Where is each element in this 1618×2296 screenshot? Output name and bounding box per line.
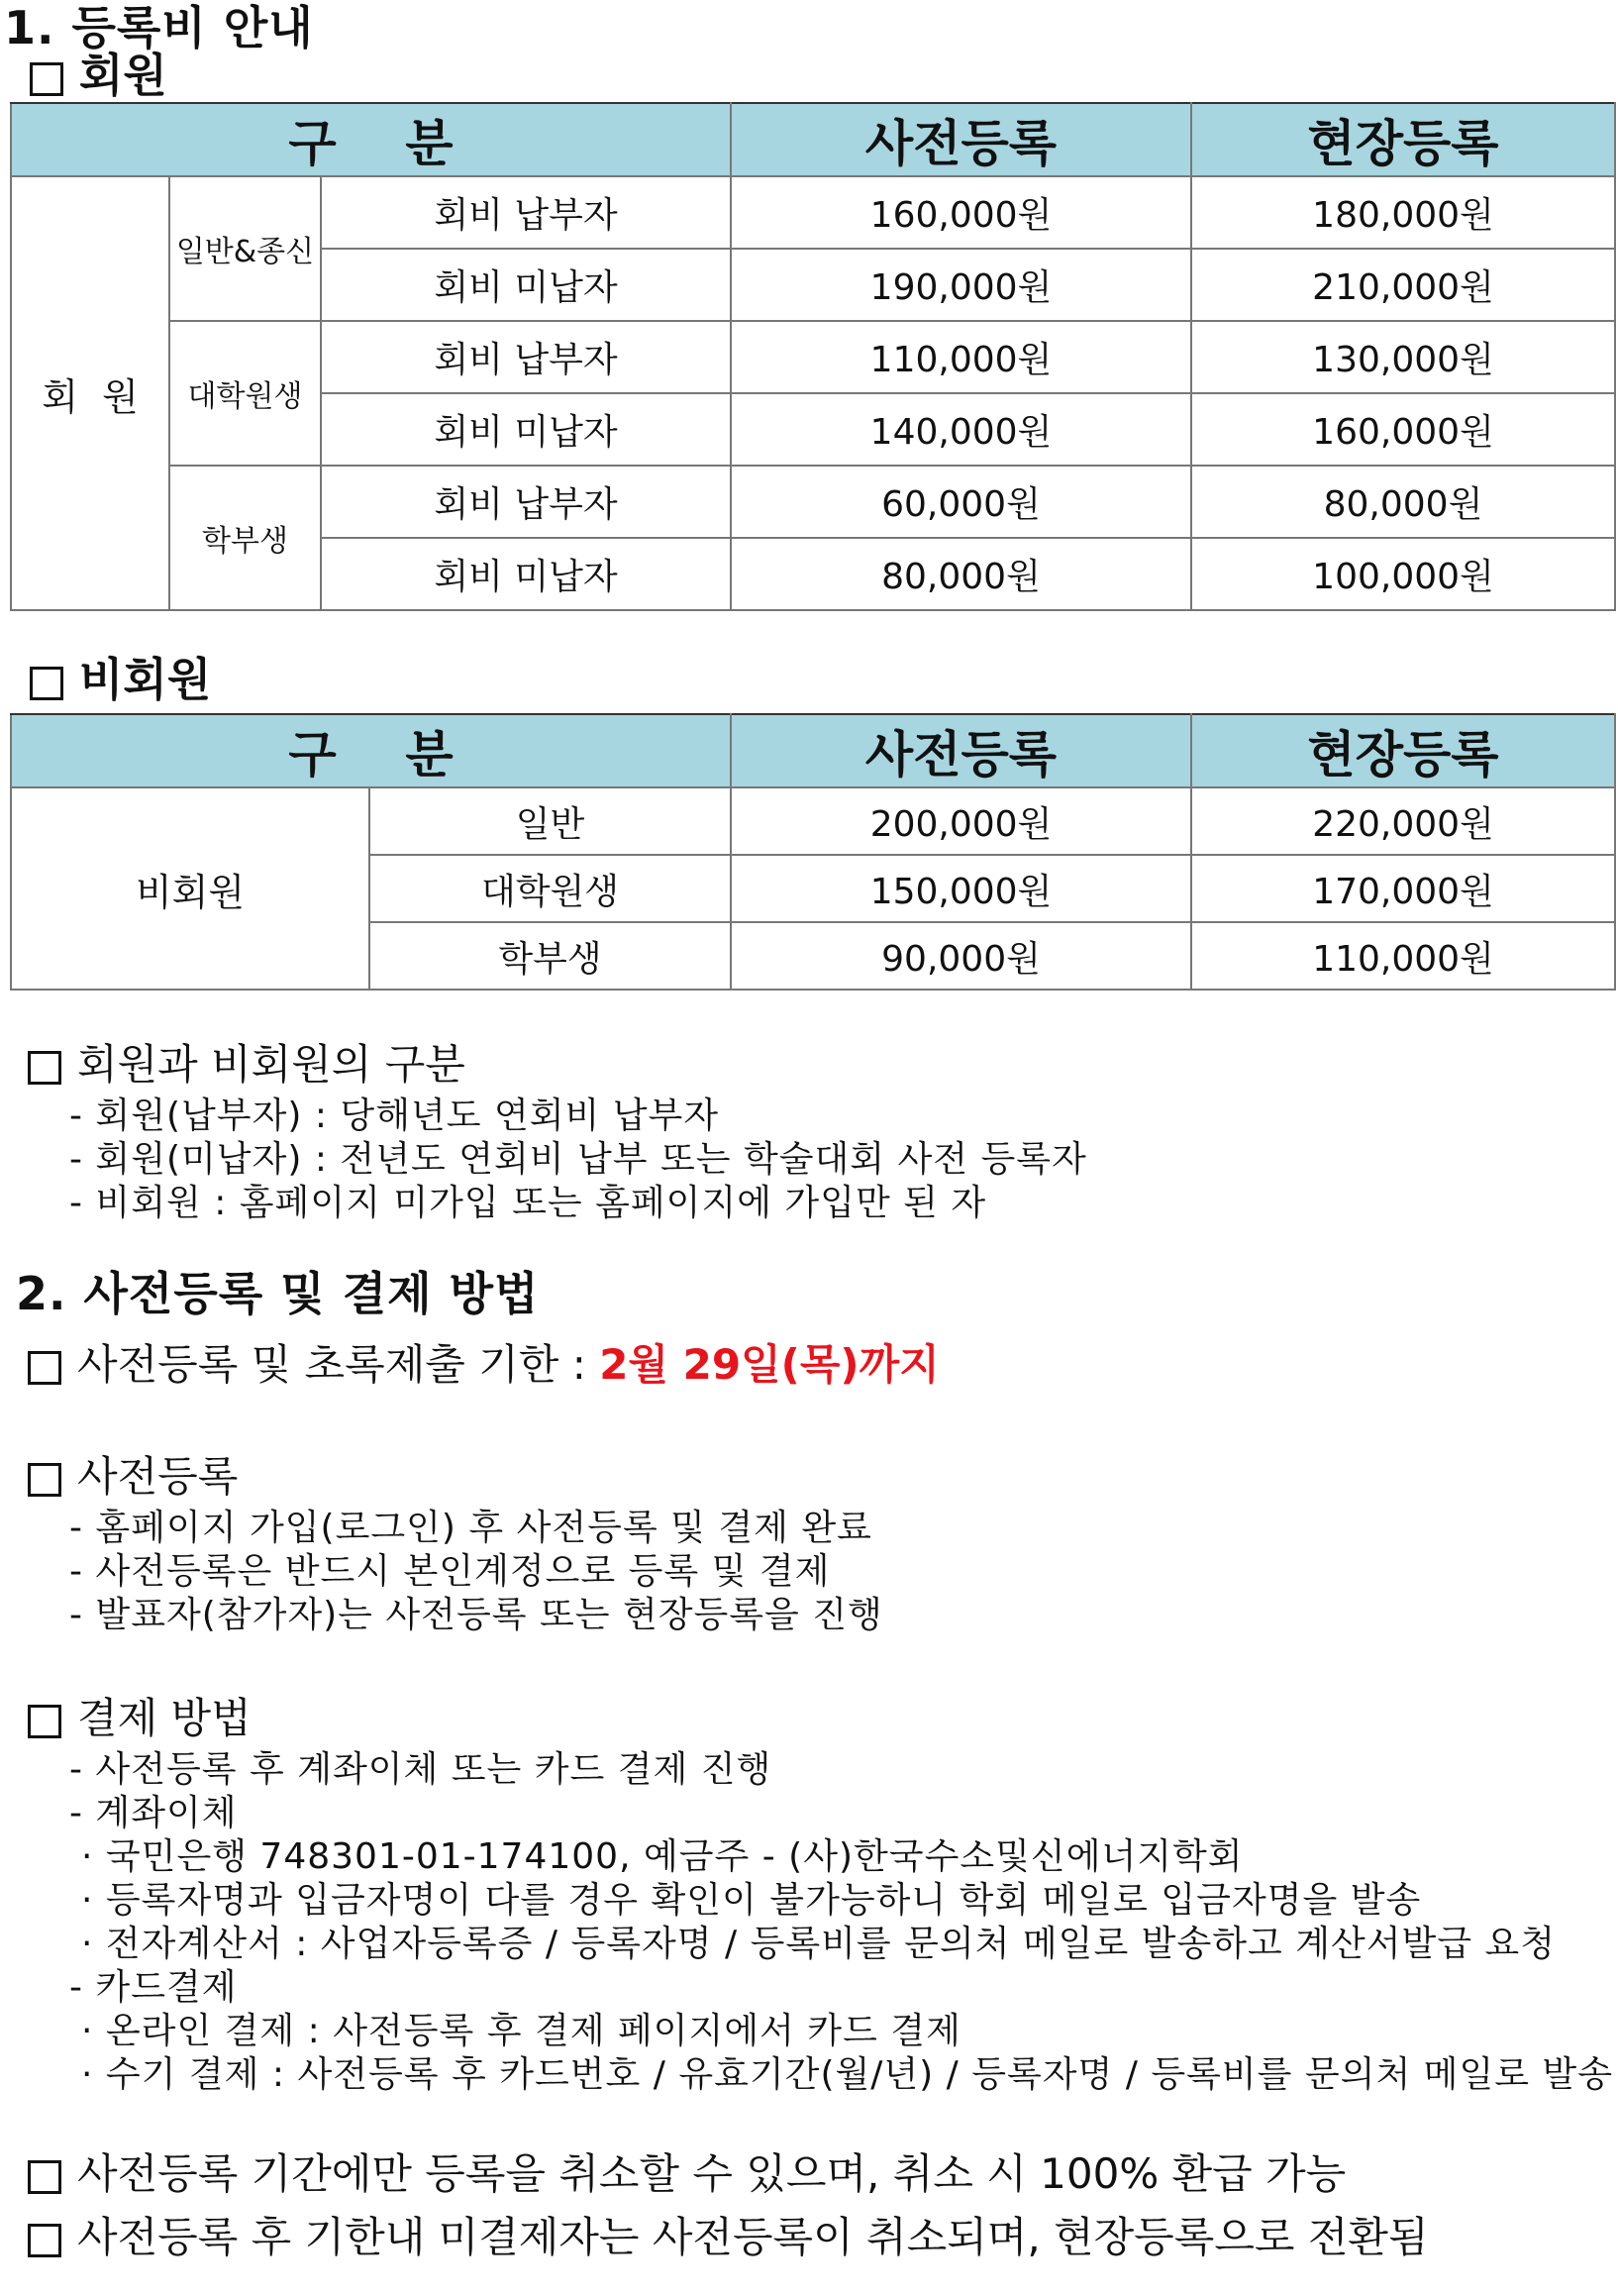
pre-fee-cell: 60,000원 [731, 466, 1191, 538]
list-item: · 국민은행 748301-01-174100, 예금주 - (사)한국수소및신에너지학회 [81, 1836, 1244, 1877]
list-item: - 홈페이지 가입(로그인) 후 사전등록 및 결제 완료 [69, 1508, 872, 1548]
onsite-fee-cell: 130,000원 [1191, 321, 1615, 393]
payment-heading [28, 1686, 252, 1745]
checkbox-icon [28, 1351, 61, 1385]
unpaid-note-text: 사전등록 후 기한내 미결제자는 사전등록이 취소되며, 현장등록으로 전환됨 [77, 2213, 1429, 2261]
member-heading-label: 회원 [79, 49, 167, 102]
list-item: · 전자계산서 : 사업자등록증 / 등록자명 / 등록비를 문의처 메일로 발송하고 계산서발급 요청 [81, 1924, 1557, 1964]
list-item: - 회원(미납자) : 전년도 연회비 납부 또는 학술대회 사전 등록자 [69, 1139, 1087, 1180]
distinction-heading [28, 1032, 465, 1092]
onsite-fee-cell: 180,000원 [1191, 176, 1615, 249]
category-cell: 일반&종신 [169, 176, 321, 321]
preregistration-heading [28, 1444, 238, 1504]
onsite-fee-cell: 100,000원 [1191, 538, 1615, 610]
type-cell: 회비 미납자 [321, 393, 731, 466]
table-row [11, 466, 1615, 538]
checkbox-icon [30, 62, 63, 96]
checkbox-icon [28, 2160, 61, 2194]
refund-note-text: 사전등록 기간에만 등록을 취소할 수 있으며, 취소 시 100% 환급 가능 [77, 2149, 1347, 2198]
header-onsite: 현장등록 [1191, 714, 1615, 787]
pre-fee-cell: 140,000원 [731, 393, 1191, 466]
pre-fee-cell: 90,000원 [731, 922, 1191, 990]
member-fee-table [10, 102, 1616, 611]
type-cell: 대학원생 [369, 855, 731, 922]
section1-title: 1. 등록비 안내 [4, 1, 314, 54]
table-row [11, 787, 1615, 855]
header-category: 구 분 [11, 103, 731, 176]
nonmember-heading [30, 644, 211, 709]
category-cell: 학부생 [169, 466, 321, 610]
deadline-line [28, 1332, 940, 1392]
nonmember-heading-label: 비회원 [79, 653, 212, 706]
header-preregistration: 사전등록 [731, 714, 1191, 787]
nonmember-table-header [11, 714, 1615, 787]
pre-fee-cell: 160,000원 [731, 176, 1191, 249]
member-heading [30, 40, 167, 105]
checkbox-icon [28, 2224, 61, 2257]
onsite-fee-cell: 170,000원 [1191, 855, 1615, 922]
onsite-fee-cell: 160,000원 [1191, 393, 1615, 466]
list-item: · 수기 결제 : 사전등록 후 카드번호 / 유효기간(월/년) / 등록자명 / 등록비를 문의처 메일로 발송 [81, 2054, 1613, 2095]
header-category: 구 분 [11, 714, 731, 787]
category-cell: 대학원생 [169, 321, 321, 466]
header-onsite: 현장등록 [1191, 103, 1615, 176]
type-cell: 회비 납부자 [321, 466, 731, 538]
list-item: · 등록자명과 입금자명이 다를 경우 확인이 불가능하니 학회 메일로 입금자명을 발송 [81, 1880, 1422, 1921]
deadline-date: 2월 29일(목)까지 [599, 1340, 940, 1389]
section2-title: 2. 사전등록 및 결제 방법 [16, 1267, 540, 1320]
deadline-label: 사전등록 및 초록제출 기한 : [77, 1340, 600, 1389]
pre-fee-cell: 110,000원 [731, 321, 1191, 393]
list-item: - 사전등록은 반드시 본인계정으로 등록 및 결제 [69, 1551, 831, 1592]
onsite-fee-cell: 110,000원 [1191, 922, 1615, 990]
checkbox-icon [28, 1051, 61, 1085]
list-item: · 온라인 결제 : 사전등록 후 결제 페이지에서 카드 결제 [81, 2011, 961, 2051]
list-item: - 카드결제 [69, 1967, 238, 2008]
type-cell: 회비 미납자 [321, 538, 731, 610]
nonmember-group-label: 비회원 [11, 787, 369, 990]
list-item: - 계좌이체 [69, 1793, 238, 1833]
checkbox-icon [30, 667, 63, 700]
pre-fee-cell: 190,000원 [731, 249, 1191, 321]
nonmember-fee-table [10, 713, 1616, 991]
onsite-fee-cell: 210,000원 [1191, 249, 1615, 321]
table-row [11, 321, 1615, 393]
member-group-label: 회 원 [11, 176, 169, 610]
type-cell: 회비 미납자 [321, 249, 731, 321]
table-row [11, 176, 1615, 249]
refund-note [28, 2141, 1346, 2201]
type-cell: 학부생 [369, 922, 731, 990]
list-item: - 비회원 : 홈페이지 미가입 또는 홈페이지에 가입만 된 자 [69, 1183, 987, 1223]
list-item: - 발표자(참가자)는 사전등록 또는 현장등록을 진행 [69, 1595, 883, 1635]
member-table-header [11, 103, 1615, 176]
pre-fee-cell: 80,000원 [731, 538, 1191, 610]
type-cell: 회비 납부자 [321, 321, 731, 393]
onsite-fee-cell: 80,000원 [1191, 466, 1615, 538]
pre-fee-cell: 150,000원 [731, 855, 1191, 922]
list-item: - 사전등록 후 계좌이체 또는 카드 결제 진행 [69, 1749, 772, 1790]
onsite-fee-cell: 220,000원 [1191, 787, 1615, 855]
header-preregistration: 사전등록 [731, 103, 1191, 176]
checkbox-icon [28, 1463, 61, 1497]
type-cell: 회비 납부자 [321, 176, 731, 249]
pre-fee-cell: 200,000원 [731, 787, 1191, 855]
checkbox-icon [28, 1705, 61, 1738]
preregistration-heading-label: 사전등록 [77, 1452, 239, 1501]
unpaid-note [28, 2205, 1429, 2264]
distinction-heading-label: 회원과 비회원의 구분 [77, 1040, 465, 1089]
type-cell: 일반 [369, 787, 731, 855]
list-item: - 회원(납부자) : 당해년도 연회비 납부자 [69, 1096, 720, 1136]
payment-heading-label: 결제 방법 [77, 1694, 252, 1742]
